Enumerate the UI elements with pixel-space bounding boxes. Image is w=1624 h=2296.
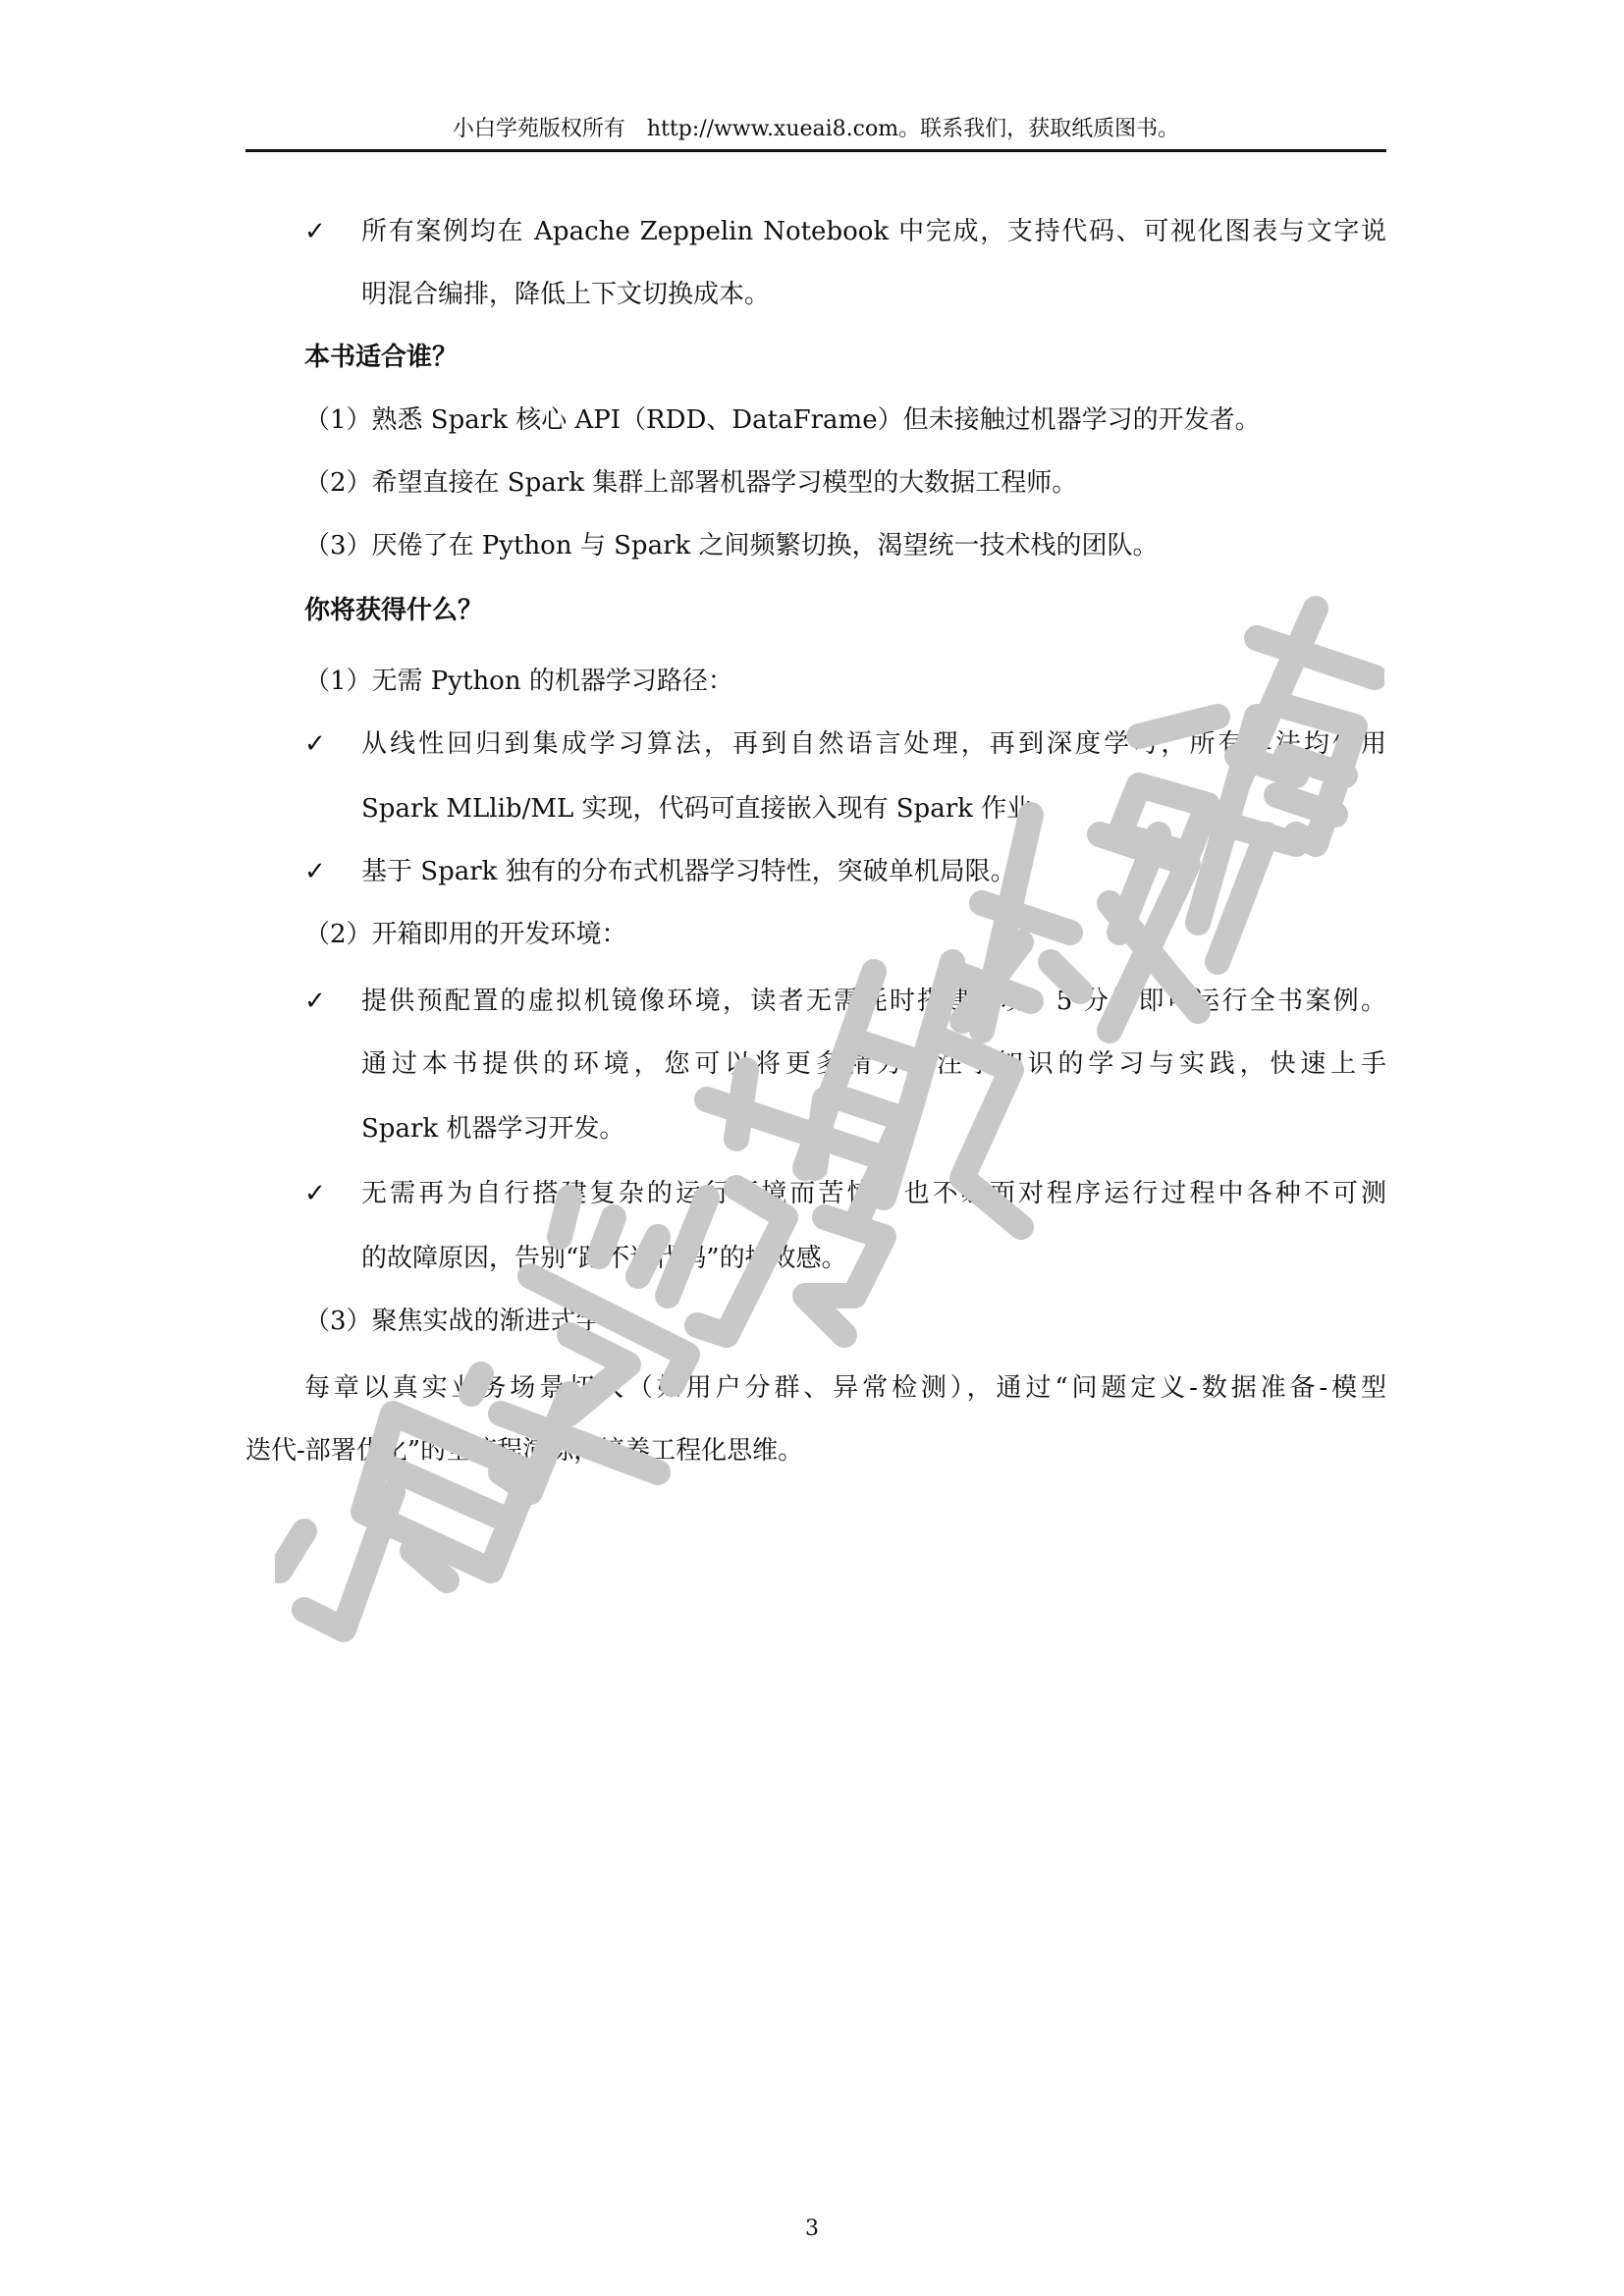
gain-bullet-4-line-2: 的故障原因，告别“跑不通代码”的挫败感。	[361, 1244, 847, 1273]
audience-item-1: （1）熟悉 Spark 核心 API（RDD、DataFrame）但未接触过机器学习的开发者。	[304, 405, 1261, 435]
gain-bullet-1-line-1: 从线性回归到集成学习算法，再到自然语言处理，再到深度学习，所有算法均使用	[361, 729, 1386, 759]
page-header: 小白学苑版权所有 http://www.xueai8.com。联系我们，获取纸质图书。	[452, 117, 1180, 141]
bullet-zeppelin-line-2: 明混合编排，降低上下文切换成本。	[361, 280, 771, 309]
check-mark-icon: ✓	[304, 987, 326, 1016]
gain-bullet-1-line-2: Spark MLlib/ML 实现，代码可直接嵌入现有 Spark 作业。	[361, 794, 1058, 824]
section-heading-audience: 本书适合谁？	[304, 343, 459, 372]
check-mark-icon: ✓	[304, 729, 326, 759]
gain-paragraph-line-1: 每章以真实业务场景切入（如用户分群、异常检测），通过“问题定义-数据准备-模型	[304, 1373, 1386, 1403]
check-mark-icon: ✓	[304, 217, 326, 246]
gain-subheading-3: （3）聚焦实战的渐进式学习：	[304, 1307, 653, 1336]
page-number: 3	[805, 2216, 819, 2241]
gain-bullet-3-line-1: 提供预配置的虚拟机镜像环境，读者无需耗时搭建环境，5 分钟即可运行全书案例。	[361, 987, 1386, 1016]
check-mark-icon: ✓	[304, 1179, 326, 1208]
section-heading-gain: 你将获得什么？	[304, 596, 484, 625]
bullet-zeppelin-line-1: 所有案例均在 Apache Zeppelin Notebook 中完成，支持代码、可视化图表与文字说	[361, 217, 1386, 246]
gain-bullet-2-line-1: 基于 Spark 独有的分布式机器学习特性，突破单机局限。	[361, 857, 1016, 886]
gain-paragraph-line-2: 迭代-部署优化”的全流程演练，培养工程化思维。	[245, 1436, 804, 1466]
gain-bullet-4-line-1: 无需再为自行搭建复杂的运行环境而苦恼，也不必面对程序运行过程中各种不可测	[361, 1179, 1386, 1208]
check-mark-icon: ✓	[304, 857, 326, 886]
audience-item-3: （3）厌倦了在 Python 与 Spark 之间频繁切换，渴望统一技术栈的团队。	[304, 531, 1159, 561]
audience-item-2: （2）希望直接在 Spark 集群上部署机器学习模型的大数据工程师。	[304, 468, 1078, 498]
gain-bullet-3-line-2: 通过本书提供的环境，您可以将更多精力专注于知识的学习与实践，快速上手	[361, 1049, 1386, 1079]
gain-subheading-2: （2）开箱即用的开发环境：	[304, 920, 627, 949]
gain-bullet-3-line-3: Spark 机器学习开发。	[361, 1114, 625, 1144]
gain-subheading-1: （1）无需 Python 的机器学习路径：	[304, 667, 733, 696]
